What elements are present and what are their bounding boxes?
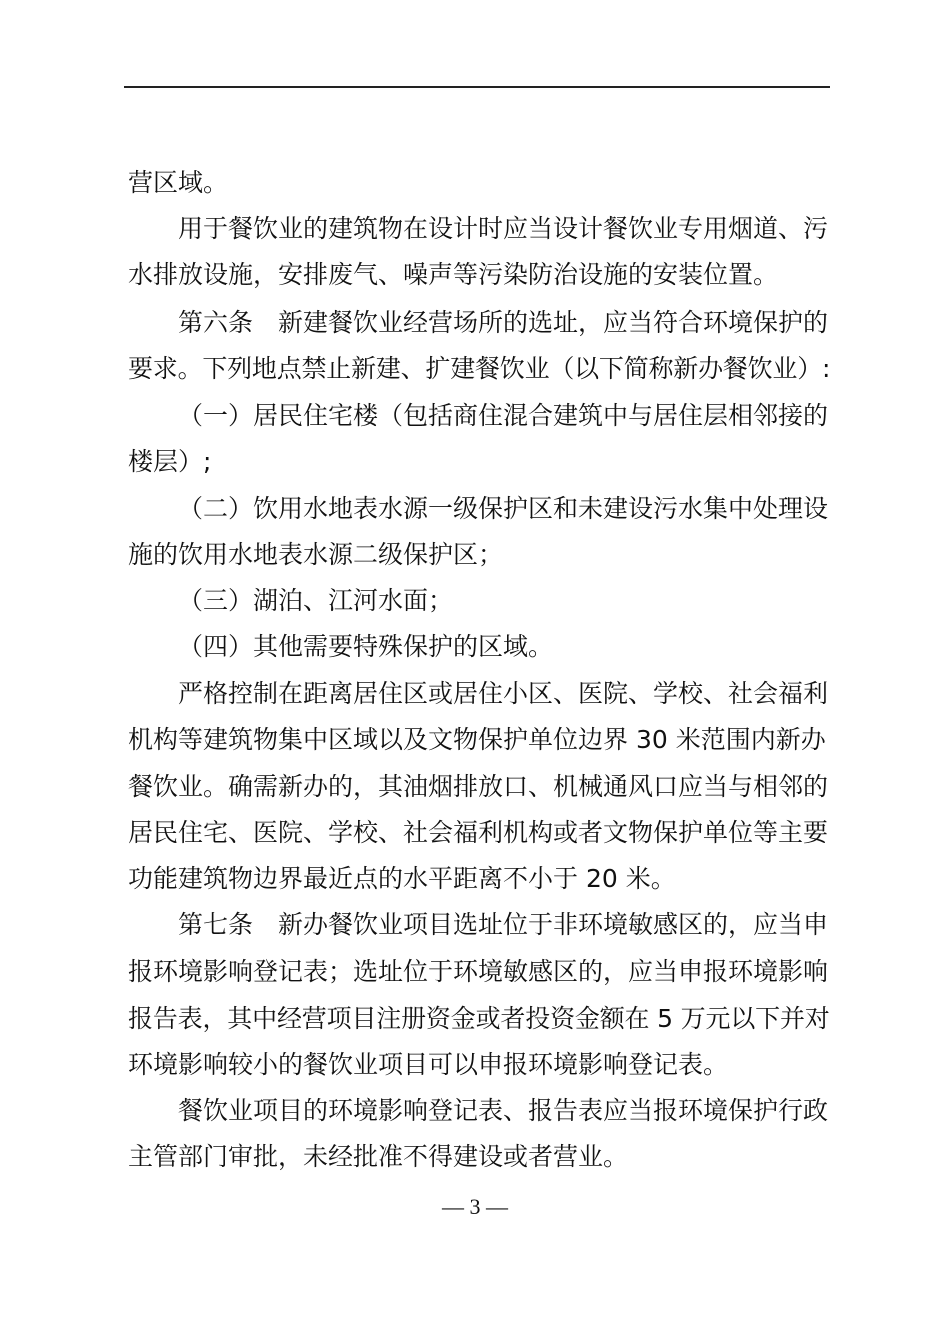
text-line: 营区域。: [128, 168, 229, 197]
text-line: 要求。下列地点禁止新建、扩建餐饮业（以下简称新办餐饮业）:: [128, 354, 831, 383]
text-line: 报环境影响登记表；选址位于环境敏感区的，应当申报环境影响: [128, 957, 829, 986]
text-line: 居民住宅、医院、学校、社会福利机构或者文物保护单位等主要: [128, 818, 829, 847]
text-line: 水排放设施，安排废气、噪声等污染防治设施的安装位置。: [128, 260, 779, 289]
text-line: 主管部门审批，未经批准不得建设或者营业。: [128, 1142, 629, 1171]
text-line: 机构等建筑物集中区域以及文物保护单位边界 30 米范围内新办: [128, 725, 826, 754]
text-line: 报告表，其中经营项目注册资金或者投资金额在 5 万元以下并对: [128, 1004, 830, 1033]
text-line: 功能建筑物边界最近点的水平距离不小于 20 米。: [128, 864, 676, 893]
text-line: 餐饮业。确需新办的，其油烟排放口、机械通风口应当与相邻的: [128, 772, 829, 801]
text-line: 第六条 新建餐饮业经营场所的选址，应当符合环境保护的: [178, 308, 829, 337]
text-line: 第七条 新办餐饮业项目选址位于非环境敏感区的，应当申: [178, 910, 829, 939]
text-line: 施的饮用水地表水源二级保护区；: [128, 540, 504, 569]
text-line: 餐饮业项目的环境影响登记表、报告表应当报环境保护行政: [178, 1096, 829, 1125]
text-line: 用于餐饮业的建筑物在设计时应当设计餐饮业专用烟道、污: [178, 214, 829, 243]
text-line: 严格控制在距离居住区或居住小区、医院、学校、社会福利: [178, 679, 829, 708]
header-rule: [124, 86, 830, 88]
text-line: （二）饮用水地表水源一级保护区和未建设污水集中处理设: [178, 494, 829, 523]
text-line: （三）湖泊、江河水面；: [178, 586, 454, 615]
text-line: （一）居民住宅楼（包括商住混合建筑中与居住层相邻接的: [178, 401, 829, 430]
page-number: — 3 —: [442, 1194, 508, 1219]
text-line: 楼层）;: [128, 447, 212, 476]
text-line: （四）其他需要特殊保护的区域。: [178, 632, 554, 661]
text-line: 环境影响较小的餐饮业项目可以申报环境影响登记表。: [128, 1050, 729, 1079]
